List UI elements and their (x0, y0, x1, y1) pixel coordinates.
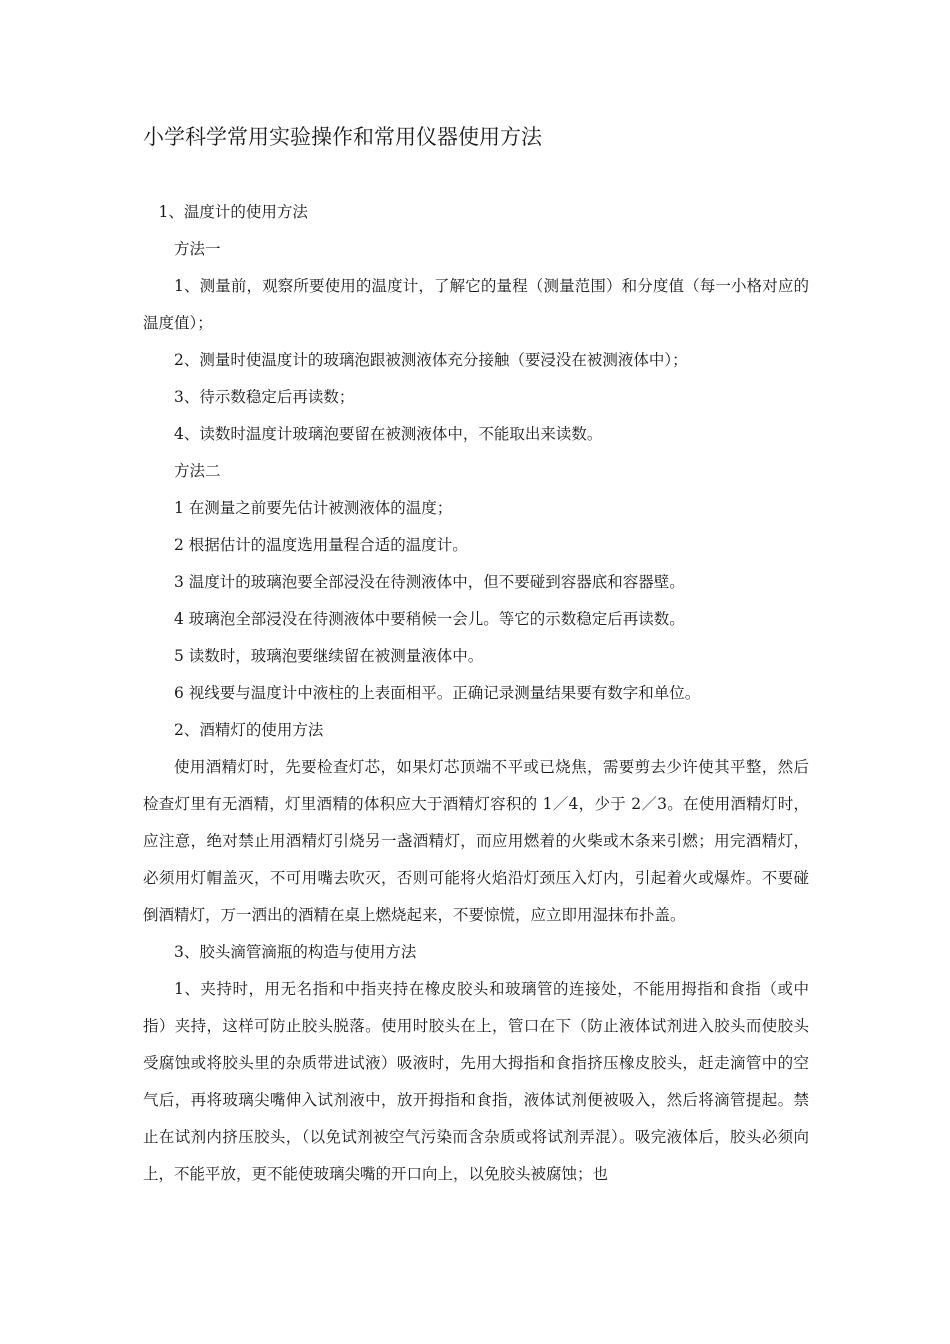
paragraph: 3、待示数稳定后再读数； (174, 388, 355, 406)
paragraph: 方法一 (174, 240, 221, 258)
paragraph: 方法二 (174, 462, 221, 480)
paragraph: 3 温度计的玻璃泡要全部浸没在待测液体中，但不要碰到容器底和容器壁。 (174, 573, 685, 591)
paragraph: 1、测量前，观察所要使用的温度计，了解它的量程（测量范围）和分度值（每一小格对应的温度值）； (143, 277, 809, 332)
paragraph: 6 视线要与温度计中液柱的上表面相平。正确记录测量结果要有数字和单位。 (174, 684, 701, 702)
paragraph: 1、夹持时，用无名指和中指夹持在橡皮胶头和玻璃管的连接处，不能用拇指和食指（或中指）夹持，这样可防止胶头脱落。使用时胶头在上，管口在下（防止液体试剂进入胶头而使胶头受腐蚀或将胶头里的杂质带进试液）吸液时，先用大拇指和食指挤压橡皮胶头，赶走滴管中的空气后，再将玻璃尖嘴伸入试剂液中，放开拇指和食指，液体试剂便被吸入，然后将滴管提起。禁止在试剂内挤压胶头，（以免试剂被空气污染而含杂质或将试剂弄混）。吸完液体后，胶头必须向上，不能平放，更不能使玻璃尖嘴的开口向上，以免胶头被腐蚀；也 (143, 980, 809, 1183)
section-heading-alcohol-lamp: 2、酒精灯的使用方法 (174, 721, 324, 739)
section-heading-thermometer: 1、温度计的使用方法 (158, 203, 308, 221)
page-title: 小学科学常用实验操作和常用仪器使用方法 (143, 125, 542, 149)
paragraph: 4 玻璃泡全部浸没在待测液体中要稍候一会儿。等它的示数稳定后再读数。 (174, 610, 685, 628)
paragraph: 2、测量时使温度计的玻璃泡跟被测液体充分接触（要浸没在被测液体中）； (174, 351, 688, 369)
paragraph: 使用酒精灯时，先要检查灯芯，如果灯芯顶端不平或已烧焦，需要剪去少许使其平整，然后检查灯里有无酒精，灯里酒精的体积应大于酒精灯容积的 1／4，少于 2／3。在使用酒精灯时，应注意，绝对禁止用酒精灯引烧另一盏酒精灯，而应用燃着的火柴或木条来引燃；用完酒精灯，必须用灯帽盖灭，不可用嘴去吹灭，否则可能将火焰沿灯颈压入灯内，引起着火或爆炸。不要碰倒酒精灯，万一洒出的酒精在桌上燃烧起来，不要惊慌，应立即用湿抹布扑盖。 (143, 758, 809, 924)
paragraph: 1 在测量之前要先估计被测液体的温度； (174, 499, 453, 517)
paragraph: 2 根据估计的温度选用量程合适的温度计。 (174, 536, 468, 554)
document-body (143, 194, 809, 1193)
paragraph: 5 读数时，玻璃泡要继续留在被测量液体中。 (174, 647, 484, 665)
section-heading-dropper: 3、胶头滴管滴瓶的构造与使用方法 (174, 943, 417, 961)
paragraph: 4、读数时温度计玻璃泡要留在被测液体中，不能取出来读数。 (174, 425, 603, 443)
